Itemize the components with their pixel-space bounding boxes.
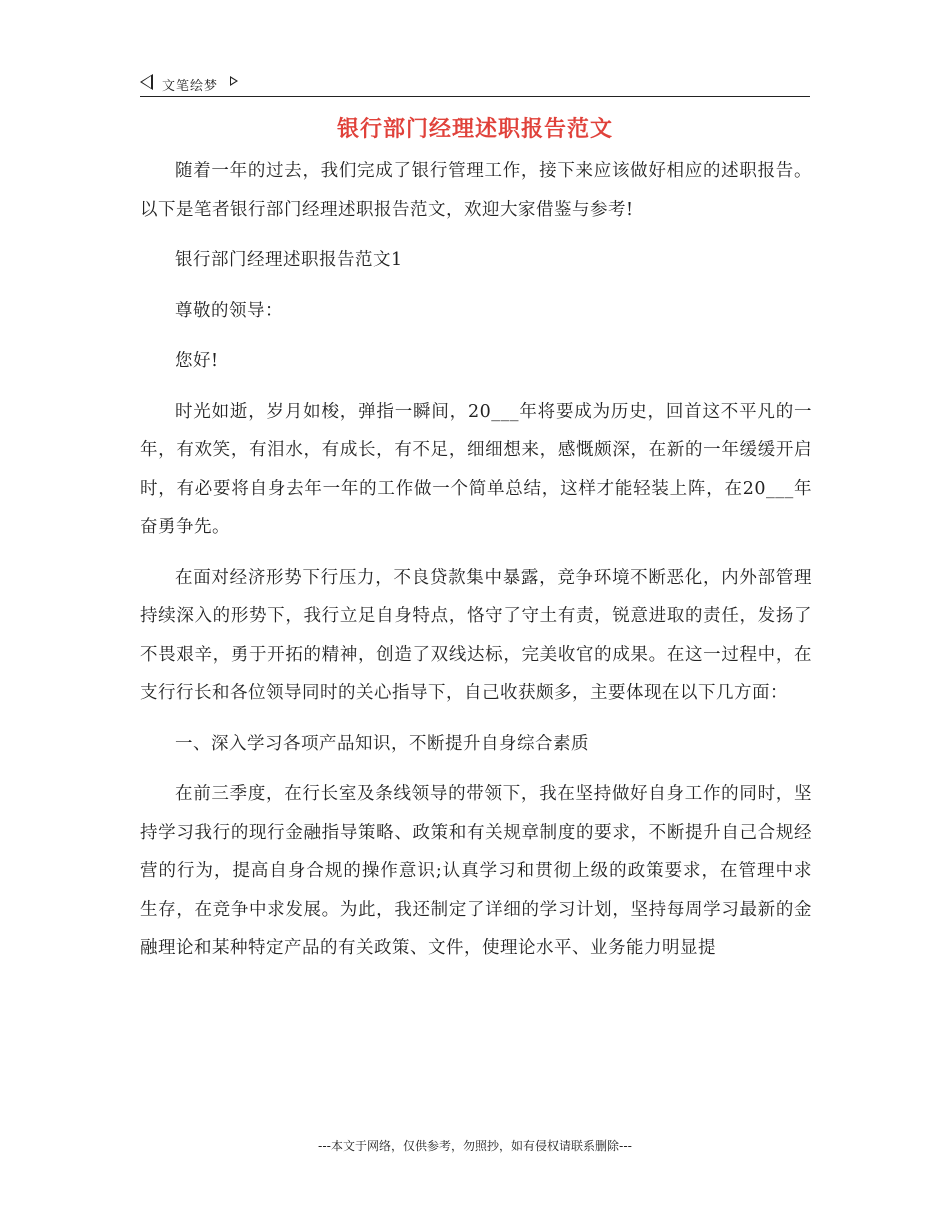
greeting: 您好!: [175, 351, 219, 371]
triangle-left-icon: [140, 74, 153, 90]
brand-name: 文笔绘梦: [162, 79, 219, 94]
subsection-heading: 一、深入学习各项产品知识，不断提升自身综合素质: [175, 733, 589, 754]
body-paragraph: 在前三季度，在行长室及条线领导的带领下，我在坚持做好自身工作的同时，坚持学习我行的现行金融指导策略、政策和有关规章制度的要求，不断提升自己合规经营的行为，提高自身合规的操作意识;认真学习和贯彻上级的政策要求，在管理中求生存，在竞争中求发展。为此，我还制定了详细的学习计划，坚持每周学习最新的金融理论和某种特定产品的有关政策、文件，使理论水平、业务能力明显提: [140, 784, 812, 958]
page-footer: ---本文于网络，仅供参考，勿照抄，如有侵权请联系删除---: [318, 1139, 632, 1153]
body-paragraph: 在面对经济形势下行压力，不良贷款集中暴露，竞争环境不断恶化，内外部管理持续深入的形势下，我行立足自身特点，恪守了守土有责，锐意进取的责任，发扬了不畏艰辛，勇于开拓的精神，创造了双线达标，完美收官的成果。在这一过程中，在支行行长和各位领导同时的关心指导下，自己收获颇多，主要体现在以下几方面：: [140, 567, 812, 703]
salutation: 尊敬的领导：: [175, 300, 283, 321]
triangle-right-icon: [230, 76, 238, 86]
document-body: [140, 152, 812, 980]
section-heading: 银行部门经理述职报告范文1: [175, 250, 403, 270]
document-title: 银行部门经理述职报告范文: [336, 117, 613, 142]
page-header: [140, 72, 810, 97]
intro-paragraph: 随着一年的过去，我们完成了银行管理工作，接下来应该做好相应的述职报告。以下是笔者银行部门经理述职报告范文，欢迎大家借鉴与参考!: [140, 161, 812, 220]
body-paragraph: 时光如逝，岁月如梭，弹指一瞬间，20___年将要成为历史，回首这不平凡的一年，有欢笑，有泪水，有成长，有不足，细细想来，感慨颇深，在新的一年缓缓开启时，有必要将自身去年一年的工作做一个简单总结，这样才能轻装上阵，在20___年奋勇争先。: [140, 401, 812, 537]
